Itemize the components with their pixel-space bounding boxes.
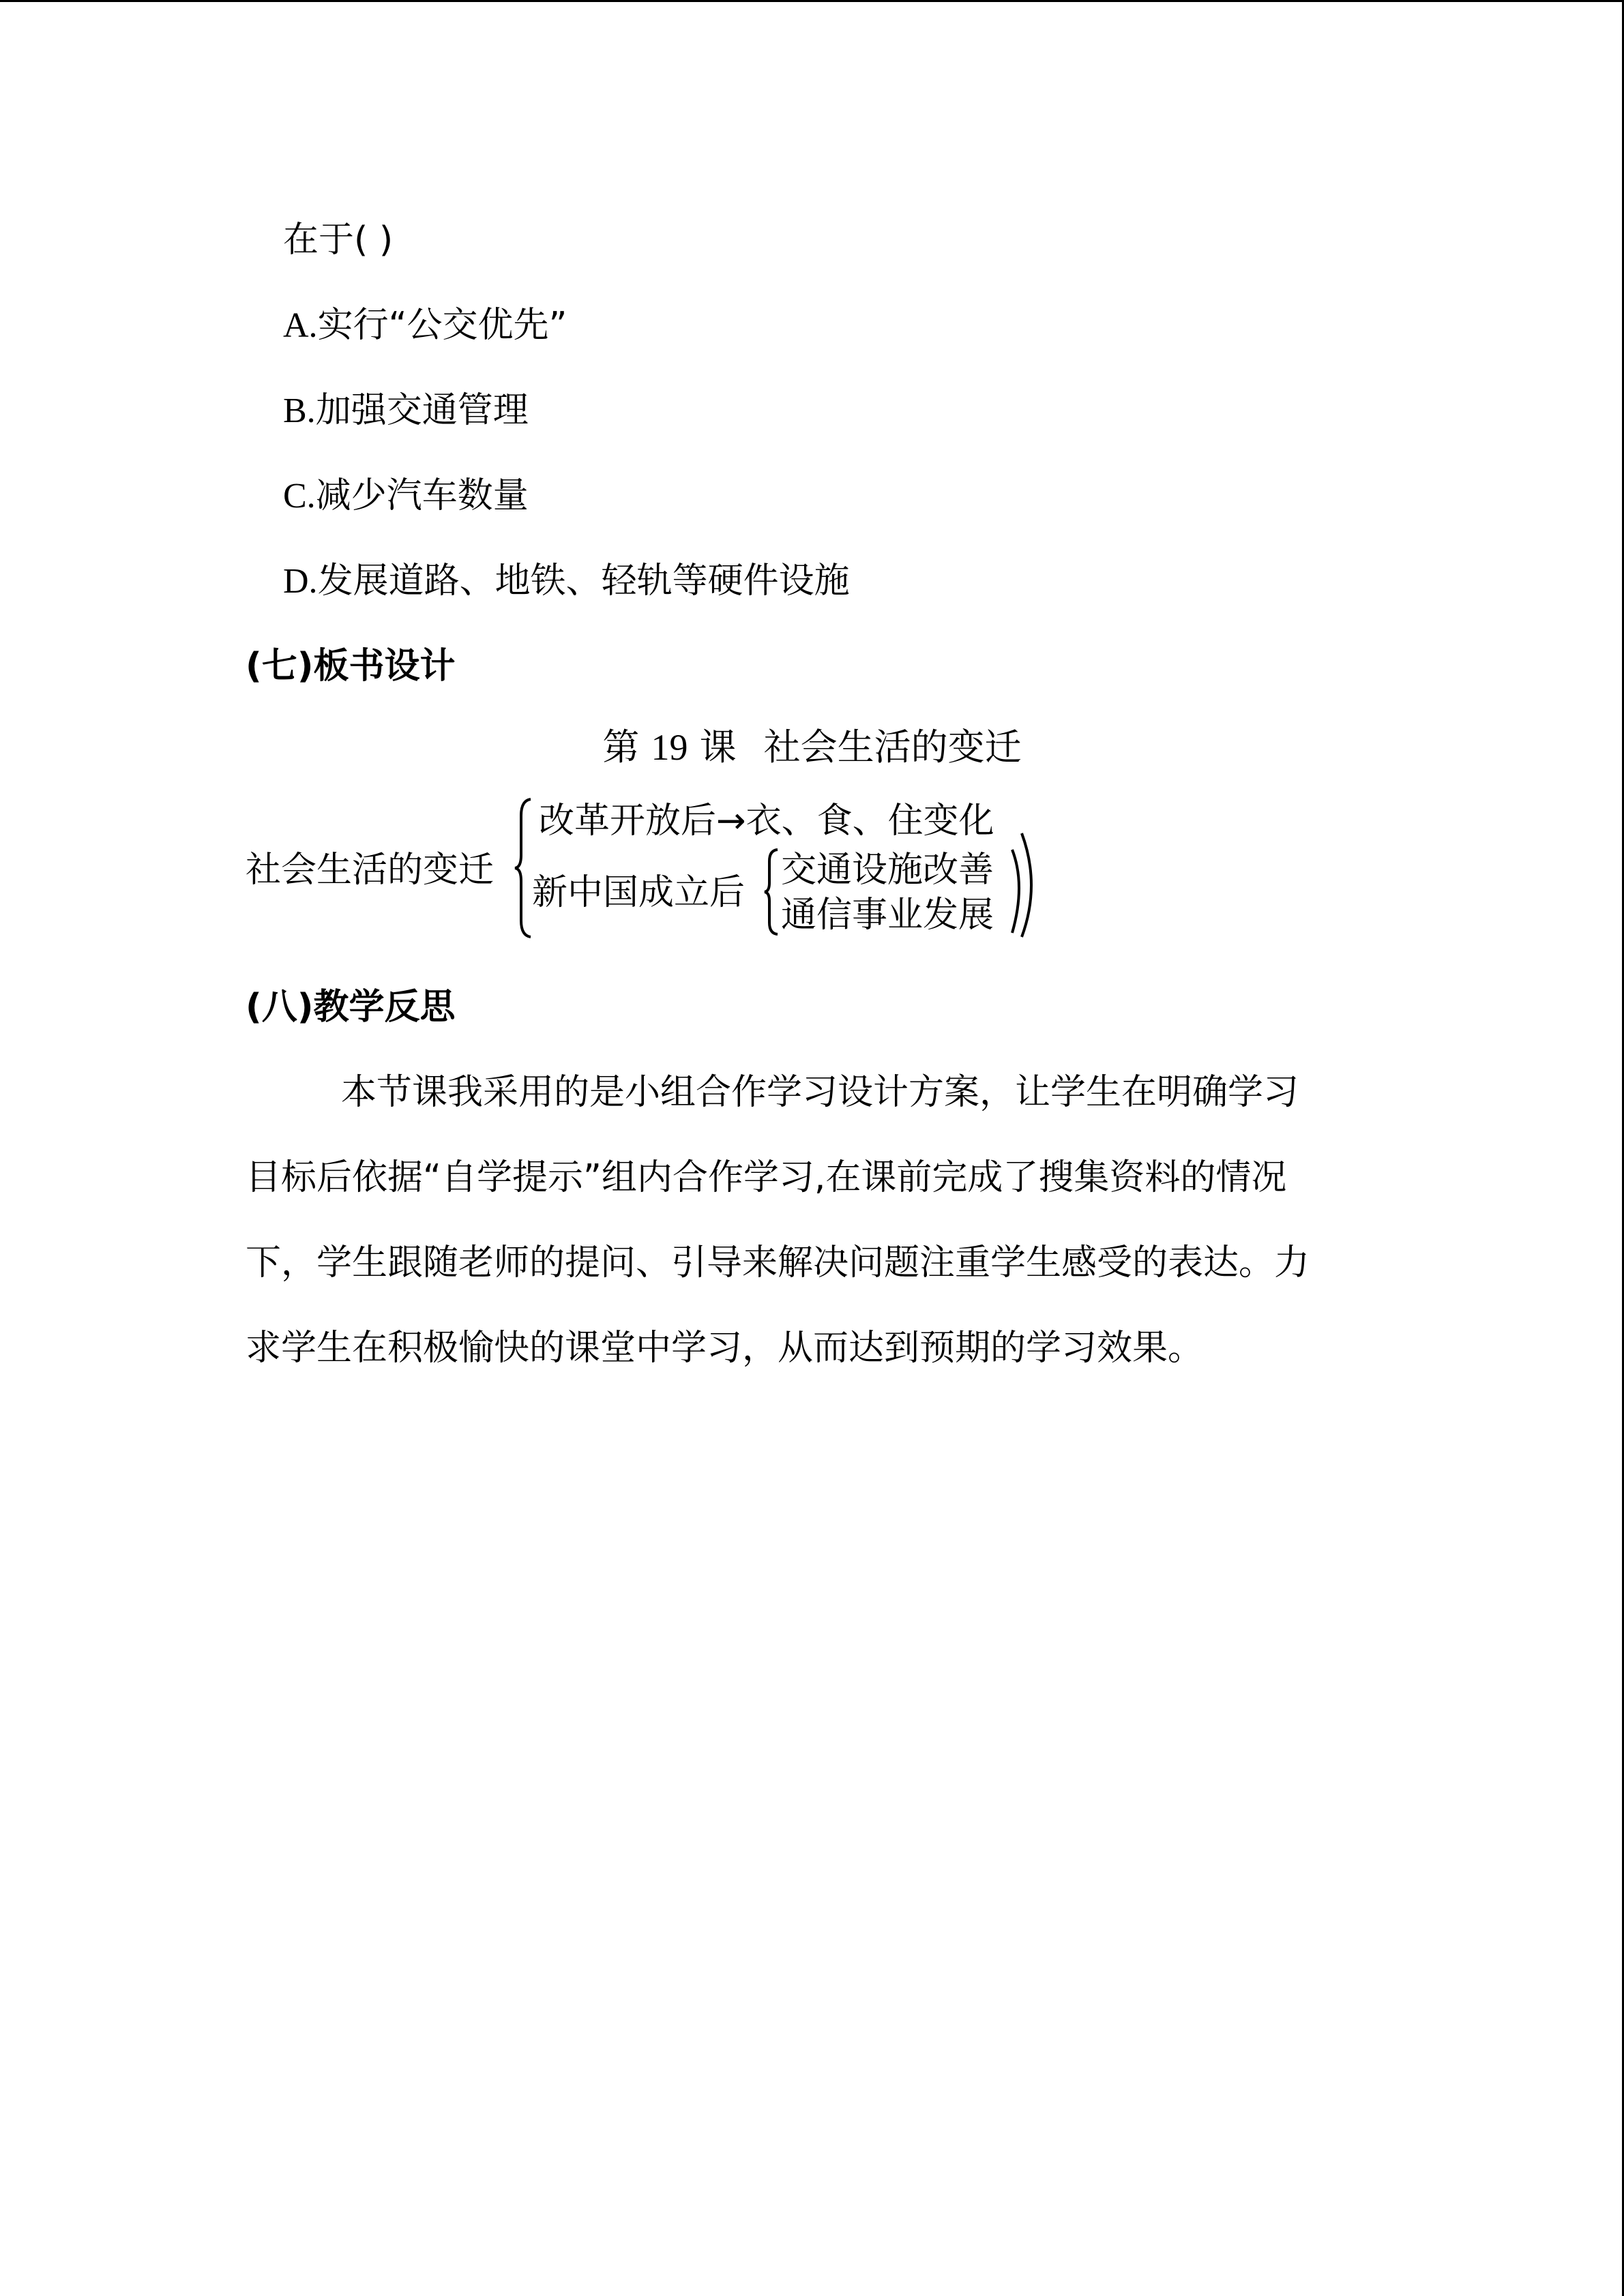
option-b-text: 加强交通管理 (315, 390, 529, 431)
reflection-line-2: 目标后依据“自学提示”组内合作学习,在课前完成了搜集资料的情况 (246, 1157, 1287, 1198)
section8-heading: (八)教学反思 (246, 987, 456, 1028)
board-root-label: 社会生活的变迁 (246, 850, 494, 891)
board-title-prefix: 第 (602, 726, 640, 769)
board-title (0, 726, 1624, 769)
option-b (283, 389, 529, 433)
option-d (283, 559, 850, 603)
option-b-letter: B. (283, 391, 316, 430)
board-branch2: 新中国成立后 (532, 872, 745, 913)
outer-left-brace (513, 796, 533, 940)
reflection-line-1: 本节课我采用的是小组合作学习设计方案，让学生在明确学习 (341, 1072, 1299, 1113)
option-a-letter: A. (283, 306, 318, 345)
option-d-letter: D. (283, 562, 318, 601)
board-title-topic: 社会生活的变迁 (763, 726, 1022, 769)
option-a (283, 303, 567, 348)
board-sub1: 交通设施改善 (781, 850, 994, 891)
section7-heading: (七)板书设计 (246, 646, 456, 687)
option-a-text: 实行“公交优先” (317, 305, 567, 346)
option-c-text: 减少汽车数量 (315, 475, 529, 516)
board-title-suffix: 课 (699, 726, 737, 769)
question-stem-tail: 在于( ) (283, 220, 394, 260)
right-parentheses (1008, 831, 1041, 940)
board-branch1: 改革开放后→衣、食、住变化 (539, 801, 994, 841)
reflection-line-4: 求学生在积极愉快的课堂中学习，从而达到预期的学习效果。 (246, 1328, 1204, 1369)
board-sub2: 通信事业发展 (781, 895, 994, 936)
inner-left-brace (763, 848, 780, 936)
reflection-line-3: 下，学生跟随老师的提问、引导来解决问题注重学生感受的表达。力 (246, 1242, 1310, 1283)
page-border-top (0, 0, 1624, 2)
option-c (283, 474, 529, 518)
board-title-number: 19 (651, 727, 688, 768)
option-c-letter: C. (283, 477, 316, 516)
option-d-text: 发展道路、地铁、轻轨等硬件设施 (317, 561, 850, 601)
